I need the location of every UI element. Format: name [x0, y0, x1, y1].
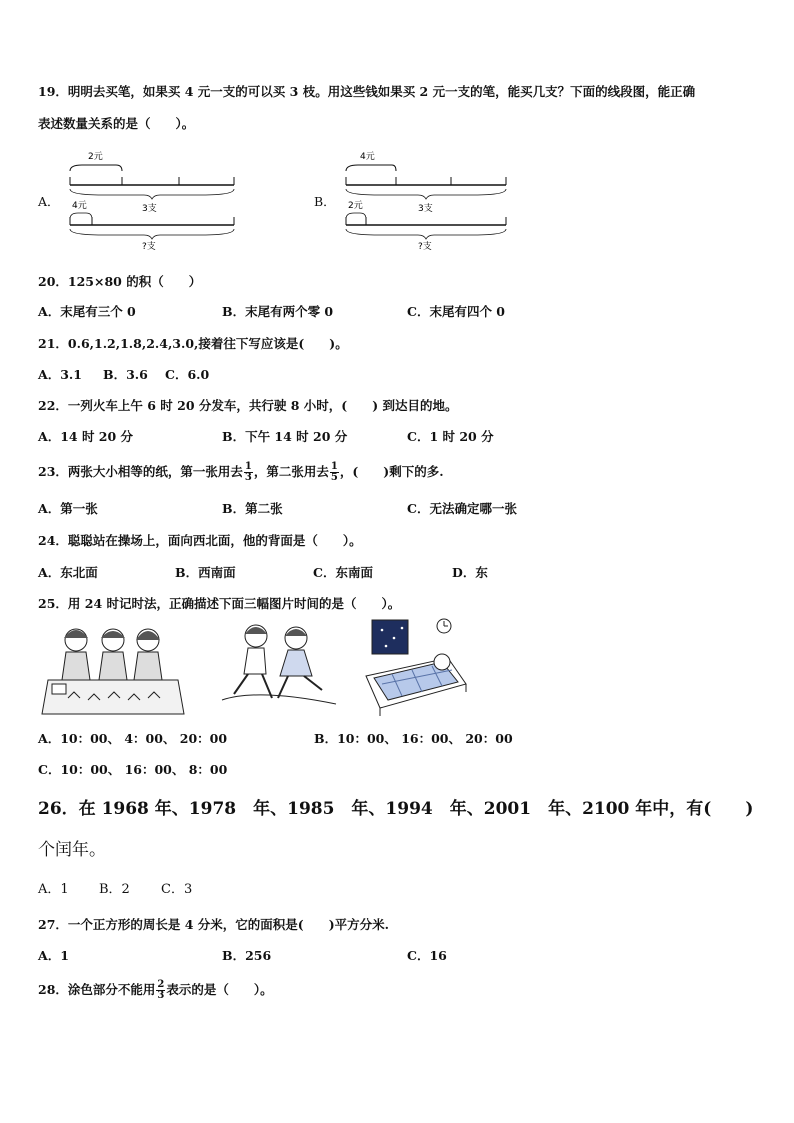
q28-text-a: 28．涂色部分不能用 [38, 982, 156, 997]
q25-picture-morning-class [38, 618, 188, 716]
q23-option-c[interactable]: C．无法确定哪一张 [407, 501, 517, 516]
q23-text-b: ，第二张用去 [253, 464, 329, 479]
q19-text-line2: 表述数量关系的是（ ）。 [38, 116, 195, 131]
q19-a-mid-label: 4元 [72, 201, 87, 211]
q21-text: 21．0.6,1.2,1.8,2.4,3.0,接着往下写应该是( )。 [38, 336, 348, 351]
q25-option-c[interactable]: C．10：00、 16：00、 8：00 [38, 762, 228, 777]
q25-picture-night-sleep [362, 618, 468, 718]
q19-b-mid-count: 3支 [418, 204, 433, 214]
q24-option-b[interactable]: B．西南面 [175, 565, 236, 580]
q26-option-c[interactable]: C．3 [161, 882, 193, 897]
q22-option-a[interactable]: A．14 时 20 分 [38, 429, 134, 444]
q27-option-a[interactable]: A．1 [38, 948, 69, 963]
q19-option-a-letter[interactable]: A． [38, 194, 60, 209]
q19-text-line1: 19．明明去买笔，如果买 4 元一支的可以买 3 枝。用这些钱如果买 2 元一支的笔，能买几支？下面的线段图，能正确 [38, 84, 696, 99]
q25-option-a[interactable]: A．10：00、 4：00、 20：00 [38, 731, 228, 746]
q22-option-b[interactable]: B．下午 14 时 20 分 [222, 429, 348, 444]
q19-option-a-diagram [62, 145, 242, 253]
q20-option-a[interactable]: A．末尾有三个 0 [38, 304, 136, 319]
q20-text: 20．125×80 的积（ ） [38, 274, 202, 289]
q19-b-top-label: 4元 [360, 152, 375, 162]
q20-option-c[interactable]: C．末尾有四个 0 [407, 304, 505, 319]
q24-option-d[interactable]: D．东 [452, 565, 488, 580]
q19-a-bottom-label: ?支 [142, 242, 156, 252]
q27-option-c[interactable]: C．16 [407, 948, 447, 963]
q22-option-c[interactable]: C．1 时 20 分 [407, 429, 494, 444]
q24-option-a[interactable]: A．东北面 [38, 565, 98, 580]
q26-option-b[interactable]: B．2 [99, 882, 130, 897]
q23-option-b[interactable]: B．第二张 [222, 501, 283, 516]
q19-b-mid-label: 2元 [348, 201, 363, 211]
q23-fraction-1: $\frac{1}{3}$ [244, 461, 252, 483]
q26-text-line2: 个闰年。 [38, 840, 106, 860]
q25-option-b[interactable]: B．10：00、 16：00、 20：00 [314, 731, 513, 746]
q21-option-a[interactable]: A．3.1 [38, 367, 82, 382]
q28-fraction: $\frac{2}{3}$ [157, 979, 165, 1001]
q23-text-c: ，( )剩下的多. [339, 464, 444, 479]
q23-fraction-2: $\frac{1}{5}$ [330, 461, 338, 483]
q28-text-b: 表示的是（ ）。 [166, 982, 273, 997]
q21-option-c[interactable]: C．6.0 [165, 367, 210, 382]
q24-option-c[interactable]: C．东南面 [313, 565, 373, 580]
q19-b-bottom-label: ?支 [418, 242, 432, 252]
q22-text: 22．一列火车上午 6 时 20 分发车，共行驶 8 小时，( ) 到达目的地。 [38, 398, 458, 413]
q19-a-top-label: 2元 [88, 152, 103, 162]
q19-option-b-diagram [338, 145, 518, 253]
q27-option-b[interactable]: B．256 [222, 948, 272, 963]
q25-text: 25．用 24 时记时法，正确描述下面三幅图片时间的是（ ）。 [38, 596, 401, 611]
q25-picture-afternoon-run [218, 618, 338, 716]
q23-text [38, 460, 444, 484]
q28-text [38, 978, 273, 1002]
q20-option-b[interactable]: B．末尾有两个零 0 [222, 304, 334, 319]
q21-option-b[interactable]: B．3.6 [103, 367, 148, 382]
q19-option-b-letter[interactable]: B． [314, 194, 336, 209]
q23-option-a[interactable]: A．第一张 [38, 501, 98, 516]
q24-text: 24．聪聪站在操场上，面向西北面，他的背面是（ ）。 [38, 533, 362, 548]
q26-option-a[interactable]: A．1 [38, 882, 69, 897]
q19-a-mid-count: 3支 [142, 204, 157, 214]
q27-text: 27．一个正方形的周长是 4 分米，它的面积是( )平方分米. [38, 917, 389, 932]
q23-text-a: 23．两张大小相等的纸，第一张用去 [38, 464, 243, 479]
q26-text-line1: 26．在 1968 年、1978 年、1985 年、1994 年、2001 年、2100 年中，有( ) [38, 799, 754, 819]
